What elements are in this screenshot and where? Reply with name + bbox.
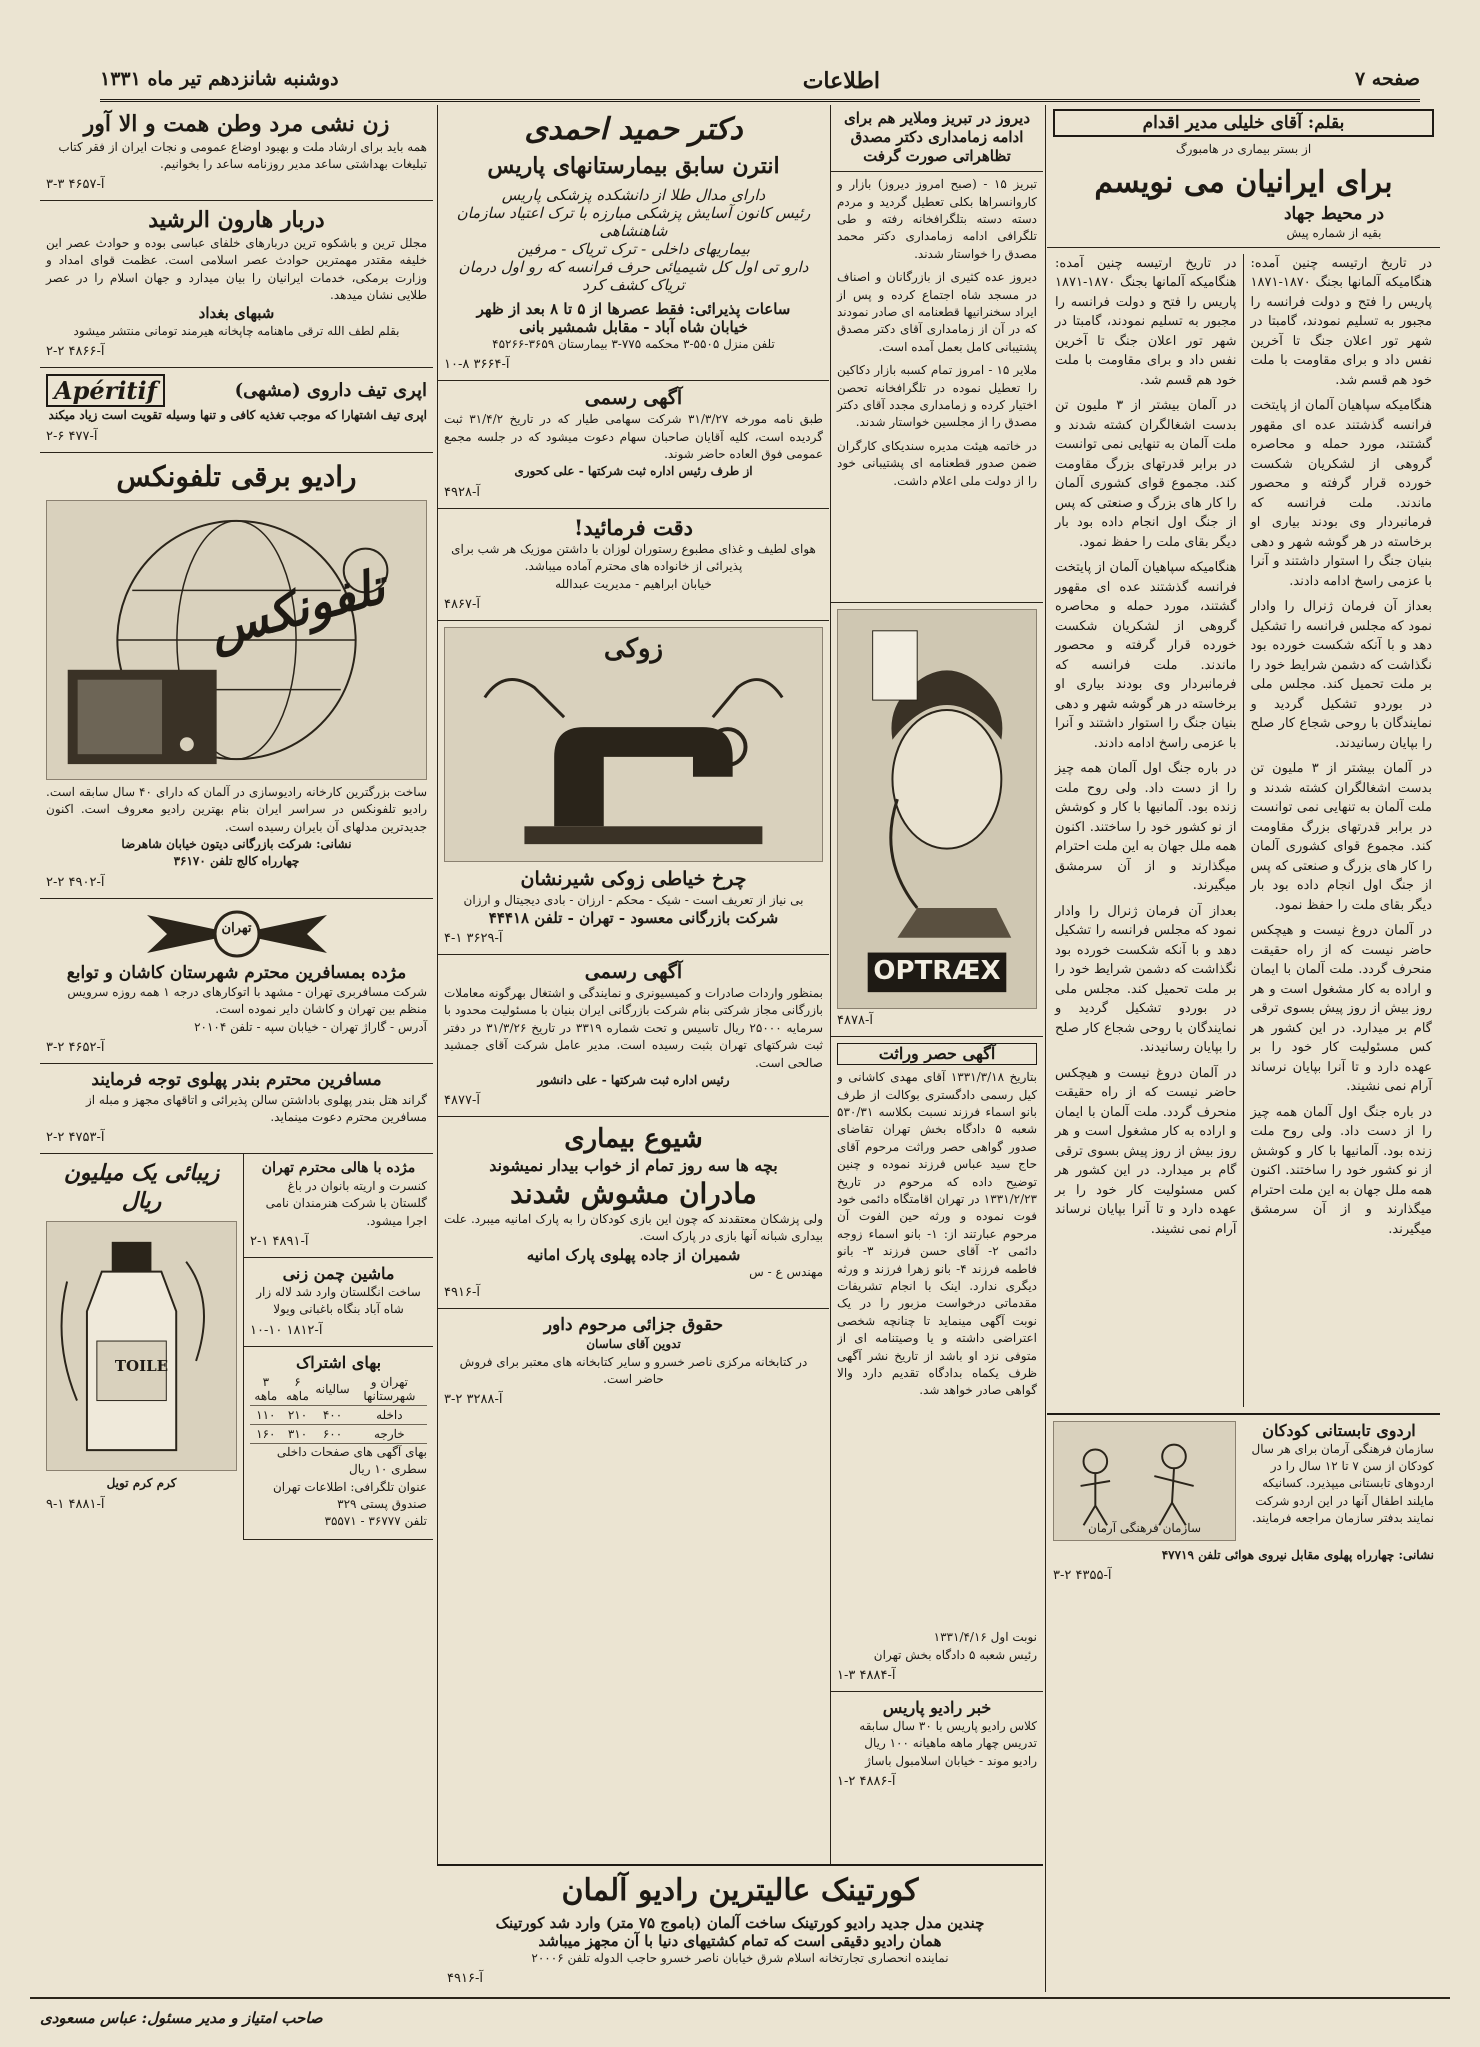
aperitif-title: اپری تیف داروی (مشهی): [234, 379, 427, 401]
notice-title: آگهی حصر وراثت: [837, 1043, 1037, 1065]
concert-text: کنسرت و اریته بانوان در باغ گلستان با شرکت هنرمندان نامی اجرا میشود.: [265, 1178, 427, 1228]
ad-harun-book: [40, 201, 433, 368]
ad-title: اردوی تابستانی کودکان: [1262, 1420, 1416, 1440]
news-body: [831, 172, 1043, 602]
camp-illustration: [1053, 1421, 1236, 1541]
toile-code: آ-۴۸۸۱ ۱-۹: [46, 1496, 105, 1512]
news-paragraph: تبریز ۱۵ - (صبح امروز دیروز) بازار و کاروانسراها بکلی تعطیل گردید و مردم دسته دسته بتلگرافخانه رفته و طی تلگرافی ادامه زمامداری دکتر محمد مصدق را خواستار شدند.: [837, 177, 1037, 261]
lawnmower-text: ساخت انگلستان وارد شد لاله زار شاه آباد بنگاه باغبانی ویولا: [256, 1284, 421, 1317]
table-cell: داخله: [352, 1405, 427, 1424]
bus-text: شرکت مسافربری تهران - مشهد با اتوکارهای درجه ۱ همه روزه سرویس منظم بین تهران و کاشان دایر نموده است.: [67, 985, 427, 1017]
article-paragraph: در آلمان بیشتر از ۳ ملیون تن بدست اشغالگران کشته شدند و ملت آلمان به تنهایی نمی توانست در برابر قدرتهای بزرگ مقاومت کند. مجموع قوای کشوری آلمان را کار های بزرگ و صنعتی که پس از جنگ اول انجام داده بود بار دیگر بقای ملت را حفظ نمود.: [1055, 398, 1237, 550]
illness-subtitle: بچه ها سه روز تمام از خواب بیدار نمیشوند: [489, 1155, 778, 1175]
ad-code: آ-۴۶۵۷ ۳-۳: [46, 177, 105, 193]
article-body: [1047, 248, 1440, 1413]
official2-code: آ-۴۸۷۷: [444, 1093, 480, 1109]
ad-text: مجلل ترین و باشکوه ترین دربارهای خلفای عباسی بوده و حوادث عصر این خلیفه مقتدر مهمترین حوادث عصر اسلامی است. عظمت قوای امداد و وزارت برمکی، خدمات ایرانیان را بیان میدارد و جهان اسلام را در عصر طلایی نشان میدهد.: [46, 235, 427, 302]
article-paragraph: در آلمان دروغ نیست و هیچکس حاضر نیست که از راه حقیقت منحرف گردد. ملت آلمان با ایمان و اراده به کار مشغول است و هر روز بیش از روز پیش بسوی ترقی گام بر میدارد. در این کشور هر کس مسئولیت کار خود را بر عهده دارد و تا آنرا بپایان نرساند آرام نمی نشیند.: [1055, 1065, 1237, 1237]
lawnmower-code: آ-۱۸۱۲ ۱۰-۱۰: [250, 1322, 323, 1338]
table-cell: ۳۱۰: [282, 1424, 314, 1443]
hotel-title: مسافرین محترم بندر پهلوی توجه فرمایند: [91, 1070, 382, 1091]
concert-title: مژده با هالی محترم تهران: [261, 1160, 416, 1177]
doctor-line: دارای مدال طلا از دانشکده پزشکی پاریس: [501, 186, 766, 204]
sewing-text: بی نیاز از تعریف است - شیک - محکم - ارزان - بادی دیجیتال و ارزان: [463, 892, 804, 907]
ad-concert: [244, 1154, 433, 1258]
subscription-address: عنوان تلگرافی: اطلاعات تهران صندوق پستی ۳۲۹: [272, 1479, 427, 1511]
official2-text: بمنظور واردات صادرات و کمیسیونری و نمایندگی و اشتغال بهرگونه معاملات بازرگانی مجاز شرکتی بنام شرکت بازرگانی ایران بنیان با مسئولیت محدود با سرمایه ۲۵۰۰۰ ریال تاسیس و تحت شماره ۳۳۱۹ در تاریخ ۳۱/۳/۲۶ در دفتر ثبت شرکتهای تهران بثبت رسیده است. مدیر عامل شرکت آقای جمشید صالحی است.: [444, 986, 824, 1070]
paper-name: اطلاعات: [802, 68, 880, 94]
bus-code: آ-۴۶۵۲ ۲-۳: [46, 1040, 105, 1056]
telefunken-text: ساخت بزرگترین کارخانه رادیوسازی در آلمان که دارای ۴۰ سال سابقه است. رادیو تلفونکس در سراسر ایران بنام بهترین رادیو معروف است. اکنون جدیدترین مدلهای آن بایران رسیده است.: [46, 784, 428, 834]
ad-code: آ-۴۸۷۸: [837, 1013, 873, 1029]
notice-official-1: [438, 381, 829, 508]
article-paragraph: در تاریخ ارتیسه چنین آمده: هنگامیکه آلمانها بجنگ ۱۸۷۰-۱۸۷۱ پاریس را فتح و دولت فرانسه را مجبور به تسلیم نمودند، گامبتا در شهر تور اعلان جنگ تا آخرین نفس داد و برای مقاومت با ملت خود هم قسم شد.: [1055, 255, 1237, 388]
restaurant-code: آ-۴۸۶۷: [444, 597, 480, 613]
ad-radio-paris: [831, 1692, 1043, 1797]
illness-headline: مادران مشوش شدند: [510, 1176, 757, 1210]
telefunken-logo: تلفونکس: [202, 558, 391, 660]
radio-paris-code: آ-۴۸۸۶ ۲-۱: [837, 1774, 896, 1790]
doctor-hours: ساعات پذیرائی: فقط عصرها از ۵ تا ۸ بعد از ظهر: [476, 300, 791, 318]
restaurant-address: خیابان ابراهیم - مدیریت عبدالله: [555, 576, 712, 591]
doctor-address: خیابان شاه آباد - مقابل شمشیر بانی: [519, 318, 748, 336]
radio-paris-title: خبر رادیو پاریس: [882, 1698, 992, 1718]
article-paragraph: بعداز آن فرمان ژنرال را وادار نمود که مجلس فرانسه را تشکیل دهد و با آنکه شکست خورده بود نگذاشت که دشمن شرایط خود را بر ملت تحمیل کند. مجلس ملی در بوردو تشکیل گردید و نمایندگان با روحی شجاع کار صلح را بپایان رسانیدند.: [1055, 903, 1237, 1056]
table-cell: سالیانه: [313, 1373, 351, 1406]
ad-title: زن نشی مرد وطن همت و الا آور: [83, 111, 390, 137]
notice-inheritance: [831, 1037, 1043, 1692]
toile-brand: TOILE: [114, 1357, 169, 1376]
doctor-name: دکتر حمید احمدی: [524, 112, 743, 147]
illness-engineer: مهندس ع - س: [749, 1264, 823, 1279]
column-editorial: [1047, 105, 1440, 1992]
telefunken-phone: چهارراه کالج تلفن ۳۶۱۷۰: [173, 854, 300, 869]
bus-brand: تهران: [221, 920, 252, 936]
woman-eye-drops-icon: [838, 610, 1036, 1008]
sewing-illustration: [444, 627, 823, 862]
table-row: [250, 1405, 427, 1424]
table-cell: تهران و شهرستانها: [352, 1373, 427, 1406]
article-paragraph: در تاریخ ارتیسه چنین آمده: هنگامیکه آلمانها بجنگ ۱۸۷۰-۱۸۷۱ پاریس را فتح و دولت فرانسه را مجبور به تسلیم نمودند، گامبتا در شهر تور اعلان جنگ تا آخرین نفس داد و برای مقاومت با ملت خود هم قسم شد.: [1250, 255, 1432, 388]
ad-text: همه باید برای ارشاد ملت و بهبود اوضاع عمومی و نجات ایران از فقر کتاب تبلیغات بهداشتی ساعد مدیر روزنامه ساعد را بخوانیم.: [58, 139, 427, 171]
table-row: [250, 1424, 427, 1443]
official-title: آگهی رسمی: [584, 387, 683, 410]
ad-optraex: [831, 602, 1043, 1037]
notice-date: نوبت اول ۱۳۳۱/۴/۱۶: [933, 1630, 1037, 1645]
notice-text: بتاریخ ۱۳۳۱/۳/۱۸ آقای مهدی کاشانی و کیل رسمی دادگستری بوکالت از طرف بانو اسماء فرزند نسبت بکلاسه ۵۳۰/۳۱ شعبه ۵ دادگاه بخش تهران تقاضای صدور گواهی حصر وراثت مرحوم آقای حاج سید عباس فرزند نموده و چنین توضیح داده که مرحوم در تاریخ ۱۳۳۱/۲/۲۳ در تهران اقامتگاه دائمی خود فوت نموده و ورثه حین الفوت آن مرحوم عبارتند از: ۱- بانو اسماء زوجه دائمی ۲- آقای حسن فرزند ۳- بانو فاطمه فرزند ۴- بانو زهرا فرزند و ورثه دیگری ندارد. اینک با انجام تشریفات مقدماتی درخواست مزبور را در یک نوبت آگهی مینماید تا چنانچه شخصی اعتراضی داشته و یا وصیتنامه ای از متوفی نزد او باشد از تاریخ نشر آگهی ظرف یکماه بدادگاه تقدیم دارد والا گواهی صادر خواهد شد.: [837, 1070, 1037, 1398]
illness-code: آ-۴۹۱۶: [444, 1285, 480, 1301]
koerting-title: کورتینک عالیترین رادیو آلمان: [561, 1873, 919, 1908]
aperitif-text: اپری تیف اشتهارا که موجب تغذیه کافی و تنها وسیله تقویت است زیاد میکند: [48, 408, 427, 423]
telefunken-address: نشانی: شرکت بازرگانی دیتون خیابان شاهرضا: [121, 837, 352, 852]
official-signature: از طرف رئیس اداره ثبت شرکتها - علی کحوری: [514, 464, 753, 479]
issue-date: دوشنبه شانزدهم تیر ماه ۱۳۳۱: [100, 68, 339, 90]
ad-summer-camp: [1047, 1413, 1440, 1591]
koerting-line: نماینده انحصاری تجارتخانه اسلام شرق خیابان ناصر خسرو حاجب الدوله تلفن ۲۰۰۰۶: [531, 1950, 949, 1965]
notice-code: آ-۴۸۸۴ ۳-۱: [837, 1668, 896, 1684]
concert-code: آ-۴۸۹۱ ۱-۲: [250, 1233, 309, 1249]
article-title: برای ایرانیان می نویسم: [1094, 165, 1393, 201]
ad-doctor: [438, 105, 829, 381]
ad-address: نشانی: چهارراه پهلوی مقابل نیروی هوائی تلفن ۴۷۷۱۹: [1161, 1547, 1434, 1562]
ad-pahlavi-hotel: [40, 1064, 433, 1154]
toile-illustration: [46, 1221, 237, 1471]
table-cell: خارجه: [352, 1424, 427, 1443]
article-paragraph: در باره جنگ اول آلمان همه چیز را از دست داد. ولی روح ملت زنده بود. آلمانیها با کار و کوشش از نو کشور خود را ساختند. اکنون همه ملل جهان به این ملت احترام میگذارند و از آن سرمشق میگیرند.: [1250, 1104, 1432, 1237]
ad-detail: بقلم لطف الله ترقی ماهنامه چاپخانه هیرمند تومانی منتشر میشود: [73, 324, 400, 339]
table-cell: ۳ ماهه: [250, 1373, 282, 1406]
notice-official-2: [438, 955, 829, 1117]
camp-caption: سازمان فرهنگی آرمان: [1088, 1521, 1201, 1536]
table-cell: ۱۶۰: [250, 1424, 282, 1443]
ad-sewing-machine: [438, 621, 829, 955]
table-cell: ۲۱۰: [282, 1405, 314, 1424]
news-headline: دیروز در تبریز وملایر هم برای ادامه زمامداری دکتر مصدق تظاهراتی صورت گرفت: [843, 109, 1030, 165]
subscription-table: [250, 1373, 427, 1444]
telefunken-illustration: [46, 500, 427, 780]
column-ads-left: [40, 105, 433, 1992]
optraex-illustration: [837, 609, 1037, 1009]
radio-paris-text: کلاس رادیو پاریس با ۳۰ سال سابقه تدریس چهار ماهه ماهیانه ۱۰۰ ریال رادیو موند - خیابان اسلامبول باساژ: [859, 1719, 1037, 1768]
doctor-line: دارو تی اول کل شیمیائی حرف فرانسه که رو اول درمان تریاک کشف کرد: [458, 258, 809, 294]
byline-note: از بستر بیماری در هامبورگ: [1175, 142, 1312, 156]
page-footer: [0, 1999, 1480, 2047]
lawnmower-title: ماشین چمن زنی: [282, 1263, 395, 1283]
telefunken-code: آ-۴۹۰۲ ۲-۲: [46, 874, 105, 890]
illness-text: ولی پزشکان معتقدند که چون این بازی کودکان را به پارک امانیه میبرد. علت بیداری شبانه آنها بازی در پارک است.: [444, 1211, 823, 1244]
ad-subtitle: شبهای بغداد: [198, 304, 275, 323]
ad-code: آ-۴۸۶۶ ۲-۲: [46, 344, 105, 360]
bus-address: آدرس - گاراژ تهران - خیابان سپه - تلفن ۲۰۱۰۴: [194, 1019, 427, 1034]
article-paragraph: بعداز آن فرمان ژنرال را وادار نمود که مجلس فرانسه را تشکیل دهد و با آنکه شکست خورده بود نگذاشت که دشمن شرایط خود را بر ملت تحمیل کند. مجلس ملی در بوردو تشکیل گردید و نمایندگان با روحی شجاع کار صلح را بپایان رسانیدند.: [1250, 599, 1432, 751]
article-subtitle-note: بقیه از شماره پیش: [1286, 226, 1382, 241]
doctor-line: بیماریهای داخلی - ترک تریاک - مرفین: [517, 240, 750, 258]
byline: بقلم: آقای خلیلی مدیر اقدام: [1053, 109, 1434, 137]
book-code: آ-۳۲۸۸ ۲-۳: [444, 1392, 503, 1408]
table-row: [250, 1373, 427, 1406]
table-cell: ۴۰۰: [313, 1405, 351, 1424]
optraex-brand: OPTRÆX: [873, 956, 1001, 987]
hotel-text: گراند هتل بندر پهلوی باداشتن سالن پذیرائی و اتاقهای مجهز و مبله از مسافرین محترم دعوت مینماید.: [85, 1092, 427, 1124]
aperitif-logo: Apéritif: [46, 374, 165, 407]
koerting-line: چندین مدل جدید رادیو کورتینک ساخت آلمان (باموج ۷۵ متر) وارد شد کورتینک: [495, 1913, 985, 1932]
ad-illness: [438, 1117, 829, 1309]
sewing-title: چرخ خیاطی زوکی شیرنشان: [520, 868, 747, 891]
page-number: صفحه ۷: [1354, 68, 1420, 90]
cream-bottle-icon: [47, 1222, 236, 1470]
subscription-rates: [244, 1347, 433, 1540]
article-paragraph: در آلمان بیشتر از ۳ ملیون تن بدست اشغالگران کشته شدند و ملت آلمان به تنهایی نمی توانست در برابر قدرتهای بزرگ مقاومت کند. مجموع قوای کشوری آلمان را کار های بزرگ و صنعتی که پس از جنگ اول انجام داده بود بار دیگر بقای ملت را حفظ نمود.: [1250, 761, 1432, 913]
page-header: [100, 62, 1420, 102]
ad-aperitif: [40, 368, 433, 452]
ad-toile-cream: [40, 1154, 243, 1539]
table-cell: ۱۱۰: [250, 1405, 282, 1424]
subscription-note: بهای آگهی های صفحات داخلی سطری ۱۰ ریال: [276, 1444, 427, 1477]
table-cell: ۶ ماهه: [282, 1373, 314, 1406]
article-paragraph: هنگامیکه سپاهیان آلمان از پایتخت فرانسه گذشتند عده ای مقهور گشتند، مورد حمله و محاصره گروهی از لشکریان شکست خورده قرار گرفته و محصور ماندند. ملت فرانسه که فرمانبردار وی بودند بیاری او برخاسته در هر گوشه شهر و دهی بنیان جنگ را استوار داشتند و آنرا با عزمی راسخ ادامه دادند.: [1055, 560, 1237, 751]
left-subcolumn-small-ads: [243, 1154, 433, 1539]
subscription-phone: تلفن ۳۶۷۷۷ - ۳۵۵۷۱: [324, 1514, 427, 1529]
notice-signature: رئیس شعبه ۵ دادگاه بخش تهران: [873, 1647, 1037, 1662]
bus-title: مژده بمسافرین محترم شهرستان کاشان و توابع: [66, 962, 407, 983]
restaurant-text: هوای لطیف و غذای مطبوع رستوران لوزان با داشتن موزیک هر شب برای پذیرائی از خانواده های محترم آماده میباشد.: [451, 541, 816, 574]
illness-park: شمیران از جاده پهلوی پارک امانیه: [526, 1245, 741, 1264]
article-paragraph: در باره جنگ اول آلمان همه چیز را از دست داد. ولی روح ملت زنده بود. آلمانیها با کار و کوشش از نو کشور خود را ساختند. اکنون همه ملل جهان به این ملت احترام میگذارند و از آن سرمشق میگیرند.: [1055, 761, 1237, 894]
news-paragraph: دیروز عده کثیری از بازرگانان و اصناف در مسجد شاه اجتماع کرده و پس از ایراد سخنرانیها قطعنامه ای صادر نمودند که در آن از زمامداری آقای دکتر مصدق پشتیبانی کامل بعمل آمده است.: [837, 270, 1037, 354]
doctor-title: انترن سابق بیمارستانهای پاریس: [487, 152, 780, 179]
column-ads-middle: [438, 105, 829, 1992]
bus-logo: [46, 905, 427, 963]
news-paragraph: در خاتمه هیئت مدیره سندیکای کارگران ضمن صدور قطعنامه ای پشتیبانی خود را از دولت ملی اعلام داشت.: [837, 438, 1037, 488]
ad-telefunken: [40, 453, 433, 899]
ad-text: سازمان فرهنگی آرمان برای هر سال کودکان از سن ۷ تا ۱۲ سال را در اردوهای تابستانی میپذیرد. کسانیکه مایلند اطفال آنها در این اردو شرکت نمایند بدفتر سازمان مراجعه فرمایند.: [1251, 1441, 1434, 1526]
sewing-code: آ-۳۶۲۹ ۱-۴: [444, 931, 503, 947]
official2-signature: رئیس اداره ثبت شرکتها - علی دانشور: [537, 1072, 730, 1087]
ad-bus: [40, 899, 433, 1064]
book-title: حقوق جزائی مرحوم داور: [543, 1315, 724, 1336]
book-author: تدوین آقای ساسان: [586, 1337, 681, 1352]
sewing-agent: شرکت بازرگانی معسود - تهران - تلفن ۴۴۴۱۸: [488, 909, 779, 928]
ad-code: آ-۴۳۵۵ ۲-۳: [1053, 1567, 1112, 1583]
book-text: در کتابخانه مرکزی ناصر خسرو و سایر کتابخانه های معتبر برای فروش حاضر است.: [459, 1354, 808, 1387]
telefunken-title: رادیو برقی تلفونکس: [116, 459, 357, 493]
ad-health-book: [40, 105, 433, 201]
restaurant-title: دقت فرمائید!: [573, 514, 694, 540]
ad-lawnmower: [244, 1258, 433, 1347]
illness-title: شیوع بیماری: [564, 1124, 703, 1155]
subscription-title: بهای اشتراک: [295, 1352, 382, 1372]
ad-book: [438, 1309, 829, 1415]
aperitif-code: آ-۴۷۷ ۶-۲: [46, 428, 98, 444]
sewing-brand: زوکی: [603, 634, 664, 665]
toile-subtitle: کرم کرم تویل: [106, 1476, 177, 1491]
article-paragraph: هنگامیکه سپاهیان آلمان از پایتخت فرانسه گذشتند عده ای مقهور گشتند، مورد حمله و محاصره گروهی از لشکریان شکست خورده قرار گرفته و محصور ماندند. ملت فرانسه که فرمانبردار وی بودند بیاری او برخاسته در هر گوشه شهر و دهی بنیان جنگ را استوار داشتند و آنرا با عزمی راسخ ادامه دادند.: [1250, 398, 1432, 589]
official2-title: آگهی رسمی: [584, 961, 683, 984]
koerting-code: آ-۴۹۱۶: [447, 1970, 483, 1986]
news-paragraph: ملایر ۱۵ - امروز تمام کسبه بازار دکاکین را تعطیل نموده در تلگرافخانه تحصن اختیار کرده و زمامداری مجدد آقای دکتر مصدق را از مجلسین خواستار شدند.: [837, 363, 1037, 430]
article-subtitle: در محیط جهاد: [1283, 203, 1385, 224]
doctor-line: رئیس کانون آسایش پزشکی مبارزه با ترک اعتیاد سازمان شاهنشاهی: [456, 204, 811, 240]
owner-signature: صاحب امتیاز و مدیر مسئول: عباس مسعودی: [40, 2009, 323, 2027]
column-news: [831, 105, 1043, 1992]
ad-restaurant: [438, 509, 829, 621]
column-rule: [1045, 105, 1046, 1992]
doctor-code: آ-۳۶۶۴ ۸-۱۰: [444, 357, 510, 373]
koerting-line: همان رادیو دقیقی است که تمام کشتیهای دنیا با آن مجهز میباشد: [538, 1931, 942, 1950]
article-paragraph: در آلمان دروغ نیست و هیچکس حاضر نیست که از راه حقیقت منحرف گردد. ملت آلمان با ایمان و اراده به کار مشغول است و هر روز بیش از روز پیش بسوی ترقی گام بر میدارد. در این کشور هر کس مسئولیت کار خود را بر عهده دارد و تا آنرا بپایان نرساند آرام نمی نشیند.: [1250, 923, 1432, 1095]
table-cell: ۶۰۰: [313, 1424, 351, 1443]
doctor-phone: تلفن منزل ۵۵۰۵-۳ محکمه ۷۷۵-۳ بیمارستان ۳۶۵۹-۴۵۲۶۶: [492, 337, 775, 351]
official-text: طبق نامه مورخه ۳۱/۳/۲۷ شرکت سهامی طیار که در تاریخ ۳۱/۴/۲ ثبت گردیده است، کلیه آقایان صاحبان سهام دعوت میشود که در جلسه مجمع عمومی فوق العاده حاضر شوند.: [444, 412, 823, 461]
ad-title: دربار هارون الرشید: [148, 207, 325, 234]
hotel-code: آ-۴۷۵۳ ۲-۲: [46, 1130, 105, 1146]
official-code: آ-۴۹۲۸: [444, 484, 480, 500]
toile-title: زیبائی یک میلیون ریال: [63, 1160, 220, 1214]
ad-koerting-radio: [437, 1864, 1043, 1992]
